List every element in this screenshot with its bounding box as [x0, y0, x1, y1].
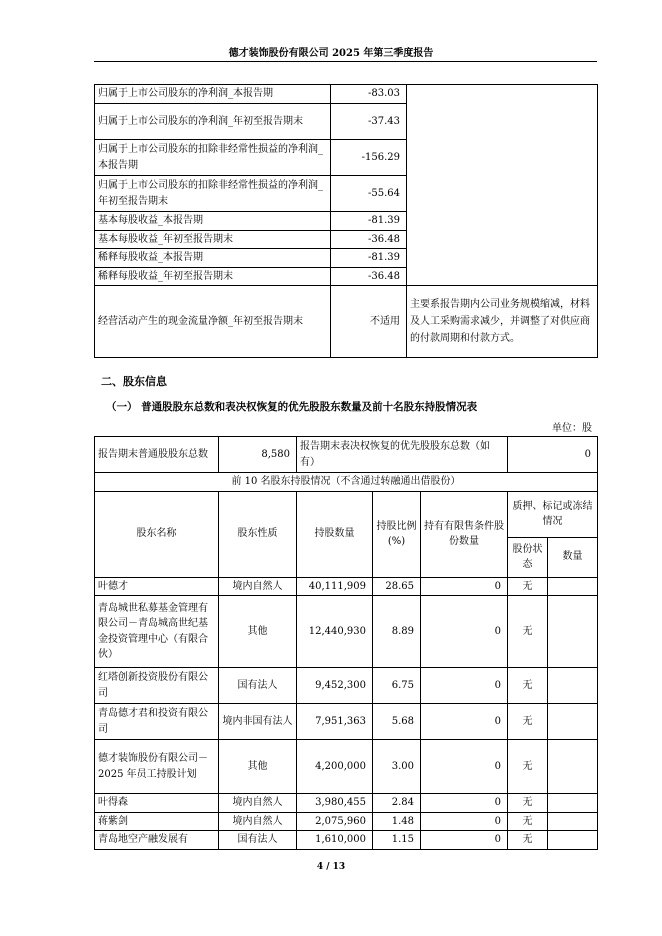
table-row	[95, 794, 598, 813]
metric-blank-cell	[407, 85, 598, 286]
col-header-nature: 股东性质	[219, 491, 297, 577]
holder-ratio: 1.15	[373, 831, 421, 850]
metrics-table	[94, 84, 598, 358]
total-holders-value: 8,580	[219, 437, 297, 473]
holder-ratio: 28.65	[373, 577, 421, 596]
holders-table	[94, 436, 598, 850]
table-row	[95, 577, 598, 596]
col-header-status: 股份状态	[508, 537, 548, 577]
metric-value: -55.64	[331, 176, 407, 212]
holder-name: 青岛城世私募基金管理有限公司－青岛城高世纪基金投资管理中心（有限合伙）	[95, 596, 219, 668]
metric-value: -37.43	[331, 104, 407, 140]
holder-nature: 境内自然人	[219, 794, 297, 813]
holder-shares: 12,440,930	[297, 596, 373, 668]
metric-label: 基本每股收益_本报告期	[95, 212, 331, 231]
cashflow-reason: 主要系报告期内公司业务规模缩减，材料及人工采购需求减少，并调整了对供应商的付款周期和付款方式。	[407, 286, 598, 358]
unit-label: 单位：股	[552, 423, 592, 434]
holder-qty	[548, 831, 598, 850]
col-header-restricted: 持有有限售条件股份数量	[421, 491, 508, 577]
metric-label: 归属于上市公司股东的扣除非经常性损益的净利润_年初至报告期末	[95, 176, 331, 212]
holder-shares: 7,951,363	[297, 704, 373, 740]
metric-value: -36.48	[331, 230, 407, 249]
holder-qty	[548, 596, 598, 668]
metric-label: 归属于上市公司股东的净利润_年初至报告期末	[95, 104, 331, 140]
holder-ratio: 6.75	[373, 668, 421, 704]
holder-nature: 境内非国有法人	[219, 704, 297, 740]
total-holders-label: 报告期末普通股股东总数	[95, 437, 219, 473]
metric-label: 基本每股收益_年初至报告期末	[95, 230, 331, 249]
holder-ratio: 8.89	[373, 596, 421, 668]
holder-ratio: 5.68	[373, 704, 421, 740]
holder-restricted: 0	[421, 831, 508, 850]
subsection-title: （一） 普通股股东总数和表决权恢复的优先股股东数量及前十名股东持股情况表	[106, 401, 478, 413]
metric-label: 归属于上市公司股东的净利润_本报告期	[95, 85, 331, 104]
holder-name: 德才装饰股份有限公司－2025 年员工持股计划	[95, 740, 219, 794]
cashflow-value: 不适用	[331, 286, 407, 358]
holder-restricted: 0	[421, 794, 508, 813]
holder-nature: 境内自然人	[219, 577, 297, 596]
cashflow-label: 经营活动产生的现金流量净额_年初至报告期末	[95, 286, 331, 358]
holder-status: 无	[508, 704, 548, 740]
holder-shares: 4,200,000	[297, 740, 373, 794]
metric-value: -81.39	[331, 249, 407, 268]
holder-qty	[548, 577, 598, 596]
col-header-qty: 数量	[548, 537, 598, 577]
metric-label: 归属于上市公司股东的扣除非经常性损益的净利润_本报告期	[95, 140, 331, 176]
holder-nature: 其他	[219, 596, 297, 668]
metric-value: -83.03	[331, 85, 407, 104]
holder-restricted: 0	[421, 668, 508, 704]
holder-status: 无	[508, 577, 548, 596]
holder-name: 叶德才	[95, 577, 219, 596]
holder-nature: 境内自然人	[219, 812, 297, 831]
holder-status: 无	[508, 668, 548, 704]
table-row	[95, 668, 598, 704]
holder-restricted: 0	[421, 704, 508, 740]
holder-name: 青岛地空产融发展有	[95, 831, 219, 850]
col-header-ratio: 持股比例(%)	[373, 491, 421, 577]
metric-label: 稀释每股收益_本报告期	[95, 249, 331, 268]
holder-ratio: 3.00	[373, 740, 421, 794]
holder-name: 蒋紫剑	[95, 812, 219, 831]
holder-shares: 1,610,000	[297, 831, 373, 850]
holder-qty	[548, 740, 598, 794]
holder-restricted: 0	[421, 577, 508, 596]
holder-qty	[548, 794, 598, 813]
holder-status: 无	[508, 740, 548, 794]
holder-ratio: 1.48	[373, 812, 421, 831]
page-header: 德才装饰股份有限公司 2025 年第三季度报告	[228, 48, 434, 59]
holder-qty	[548, 812, 598, 831]
col-header-shares: 持股数量	[297, 491, 373, 577]
holder-shares: 3,980,455	[297, 794, 373, 813]
table-row	[95, 740, 598, 794]
holder-restricted: 0	[421, 596, 508, 668]
top10-caption: 前 10 名股东持股情况（不含通过转融通出借股份）	[95, 473, 598, 492]
metric-value: -36.48	[331, 267, 407, 286]
holder-qty	[548, 668, 598, 704]
page-number: 4 / 13	[316, 862, 346, 872]
metric-value: -156.29	[331, 140, 407, 176]
table-row	[95, 596, 598, 668]
preferred-holders-label: 报告期末表决权恢复的优先股股东总数（如有）	[297, 437, 508, 473]
col-header-pledge: 质押、标记或冻结情况	[508, 491, 598, 537]
holder-status: 无	[508, 831, 548, 850]
holder-shares: 2,075,960	[297, 812, 373, 831]
metric-value: -81.39	[331, 212, 407, 231]
holder-status: 无	[508, 812, 548, 831]
holder-shares: 9,452,300	[297, 668, 373, 704]
holder-name: 红塔创新投资股份有限公司	[95, 668, 219, 704]
table-row	[95, 831, 598, 850]
holder-restricted: 0	[421, 812, 508, 831]
table-row	[95, 812, 598, 831]
preferred-holders-value: 0	[508, 437, 598, 473]
holder-ratio: 2.84	[373, 794, 421, 813]
holder-nature: 国有法人	[219, 668, 297, 704]
section-title: 二、股东信息	[101, 375, 167, 388]
holder-nature: 其他	[219, 740, 297, 794]
col-header-name: 股东名称	[95, 491, 219, 577]
holder-shares: 40,111,909	[297, 577, 373, 596]
holder-restricted: 0	[421, 740, 508, 794]
holder-qty	[548, 704, 598, 740]
holder-name: 叶得森	[95, 794, 219, 813]
holder-name: 青岛德才君和投资有限公司	[95, 704, 219, 740]
holder-status: 无	[508, 794, 548, 813]
table-row	[95, 704, 598, 740]
header-rule	[94, 61, 597, 62]
metric-label: 稀释每股收益_年初至报告期末	[95, 267, 331, 286]
holder-nature: 国有法人	[219, 831, 297, 850]
holder-status: 无	[508, 596, 548, 668]
